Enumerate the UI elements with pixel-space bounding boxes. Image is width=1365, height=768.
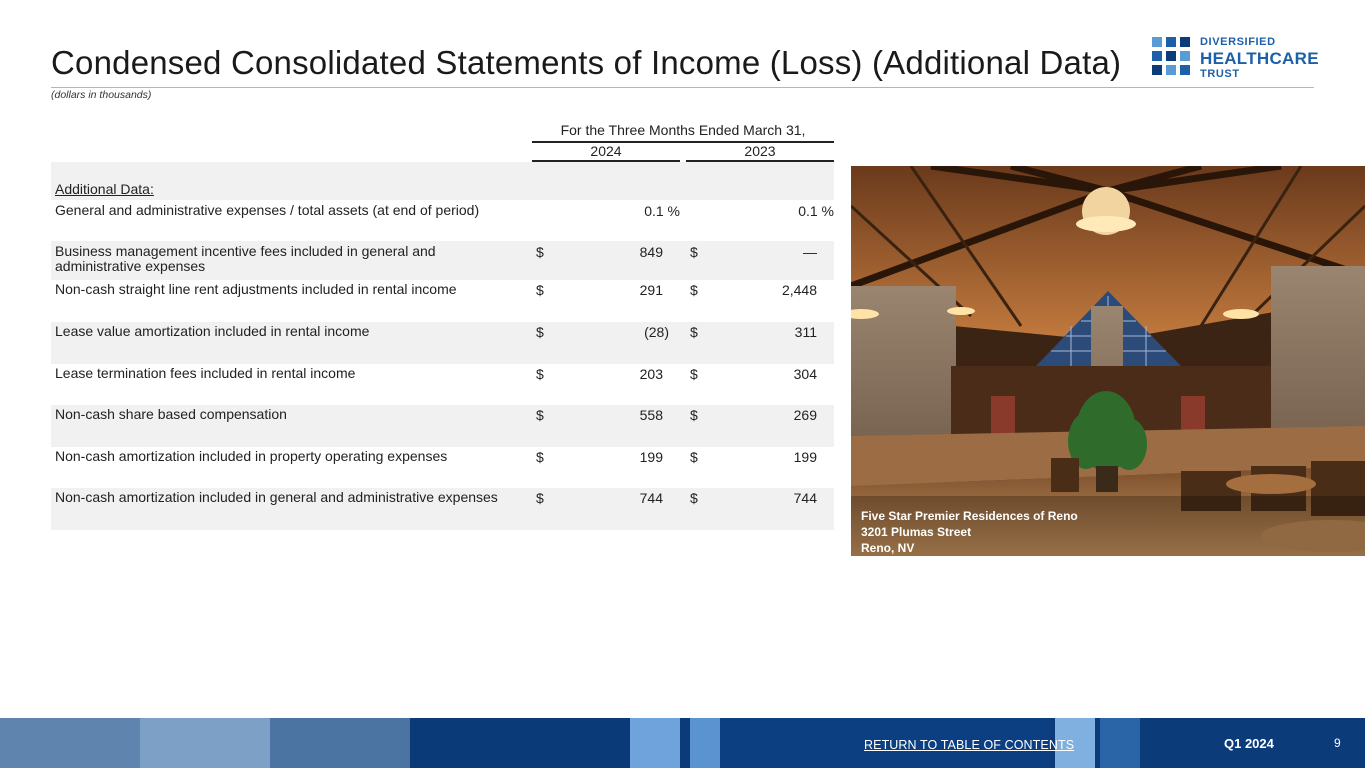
currency-2023: $ xyxy=(690,324,698,340)
units-note: (dollars in thousands) xyxy=(51,89,152,101)
table-section-row xyxy=(51,162,834,200)
logo-mark-icon xyxy=(1152,37,1190,75)
table-row xyxy=(51,322,834,364)
logo-line-2: HEALTHCARE xyxy=(1200,49,1319,68)
value-2023: 199 xyxy=(793,449,817,465)
currency-2023: $ xyxy=(690,366,698,382)
currency-2024: $ xyxy=(536,449,544,465)
currency-2024: $ xyxy=(536,282,544,298)
row-label: Non-cash straight line rent adjustments included in rental income xyxy=(55,281,457,297)
value-2024: 203 xyxy=(639,366,663,382)
period-header: For the Three Months Ended March 31, xyxy=(560,122,806,138)
title-divider xyxy=(51,87,1314,88)
table-row xyxy=(51,405,834,447)
currency-2024: $ xyxy=(536,490,544,506)
page-title: Condensed Consolidated Statements of Income (Loss) (Additional Data) xyxy=(51,44,1122,81)
year-header-2023: 2023 xyxy=(744,143,776,159)
currency-2024: $ xyxy=(536,324,544,340)
value-2024: 291 xyxy=(639,282,663,298)
footer-band xyxy=(0,718,1365,768)
value-2023: 304 xyxy=(793,366,817,382)
currency-2024: $ xyxy=(536,366,544,382)
company-logo xyxy=(1152,36,1319,80)
caption-property-name: Five Star Premier Residences of Reno xyxy=(861,509,1078,523)
year-header-2024: 2024 xyxy=(590,143,622,159)
property-photo xyxy=(851,166,1365,556)
row-label: Non-cash amortization included in general and administrative expenses xyxy=(55,489,498,505)
currency-2024: $ xyxy=(536,244,544,260)
table-row xyxy=(51,241,834,280)
currency-2023: $ xyxy=(690,282,698,298)
currency-2024: $ xyxy=(536,407,544,423)
table-row xyxy=(51,364,834,405)
value-2023: 0.1 % xyxy=(798,203,834,219)
table-row xyxy=(51,200,834,241)
row-label: Non-cash amortization included in property operating expenses xyxy=(55,448,448,464)
value-2024: 0.1 % xyxy=(644,203,680,219)
caption-city: Reno, NV xyxy=(861,541,915,555)
row-label: Non-cash share based compensation xyxy=(55,406,287,422)
value-2023: 2,448 xyxy=(781,282,817,298)
currency-2023: $ xyxy=(690,490,698,506)
currency-2023: $ xyxy=(690,407,698,423)
currency-2023: $ xyxy=(690,449,698,465)
value-2024: 849 xyxy=(639,244,663,260)
table-row xyxy=(51,488,834,530)
value-2023: 744 xyxy=(793,490,817,506)
section-label: Additional Data: xyxy=(55,181,154,197)
table-row xyxy=(51,447,834,488)
row-label: Business management incentive fees included in general and administrative expenses xyxy=(55,243,436,274)
page-number: 9 xyxy=(1334,736,1341,750)
row-label: Lease termination fees included in rental income xyxy=(55,365,356,381)
quarter-label: Q1 2024 xyxy=(1224,736,1274,751)
return-to-toc-link[interactable]: RETURN TO TABLE OF CONTENTS xyxy=(864,738,1075,752)
value-2024: (28) xyxy=(644,324,669,340)
value-2023: 269 xyxy=(793,407,817,423)
row-label: General and administrative expenses / total assets (at end of period) xyxy=(55,202,480,218)
value-2024: 199 xyxy=(639,449,663,465)
currency-2023: $ xyxy=(690,244,698,260)
value-2024: 744 xyxy=(639,490,663,506)
value-2023: — xyxy=(803,244,817,260)
row-label: Lease value amortization included in rental income xyxy=(55,323,370,339)
caption-street: 3201 Plumas Street xyxy=(861,525,972,539)
photo-caption xyxy=(861,508,1078,556)
value-2024: 558 xyxy=(639,407,663,423)
logo-line-1: DIVERSIFIED xyxy=(1200,36,1276,48)
table-row xyxy=(51,280,834,322)
value-2023: 311 xyxy=(794,324,817,340)
logo-line-3: TRUST xyxy=(1200,68,1240,80)
